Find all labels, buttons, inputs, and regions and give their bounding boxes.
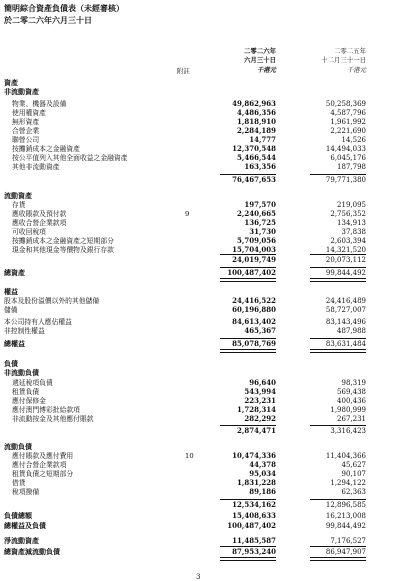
- row-value-current: 11,485,587: [232, 536, 276, 545]
- row-value-prior: 2,221,690: [330, 127, 366, 135]
- row-value-current: 60,196,880: [232, 305, 276, 314]
- row-label: 本公司持有人應佔權益: [4, 318, 72, 326]
- row-label: 租賃負債: [12, 388, 40, 396]
- row-value-current: 85,078,769: [232, 339, 276, 348]
- col1-header-line2: 六月三十日: [244, 56, 276, 64]
- row-value-prior: 14,526: [341, 136, 366, 144]
- row-value-prior: 45,627: [341, 461, 366, 469]
- row-value-prior: 569,438: [337, 388, 366, 396]
- row-value-prior: 11,404,366: [325, 452, 366, 460]
- row-label: 遞延稅項負債: [12, 379, 53, 387]
- row-value-current: 5,709,056: [237, 236, 276, 245]
- row-value-prior: 219,095: [337, 201, 366, 209]
- row-value-prior: 79,771,380: [325, 176, 366, 184]
- row-value-prior: 99,844,492: [325, 522, 366, 530]
- row-label: 稅項撥備: [12, 488, 40, 496]
- total-double-rule-current: [220, 349, 276, 353]
- row-value-prior: 2,756,352: [330, 210, 366, 218]
- row-label: 權益: [4, 287, 18, 296]
- row-value-prior: 187,798: [337, 163, 366, 171]
- row-value-current: 31,730: [249, 227, 276, 236]
- col2-unit: 千港元: [346, 66, 366, 74]
- row-label: 租賃負債之短期部分: [12, 470, 74, 478]
- row-value-current: 163,356: [244, 162, 276, 171]
- row-value-current: 465,367: [244, 326, 276, 335]
- row-value-prior: 1,980,999: [330, 406, 366, 414]
- row-label: 股本及股份溢價以外的其他儲備: [4, 297, 100, 305]
- row-label: 按公平值列入其他全面收益之金融資產: [12, 154, 128, 162]
- row-note: 10: [185, 452, 194, 460]
- row-label: 應收賬款及預付款: [12, 210, 67, 218]
- row-label: 應付合營企業款項: [12, 461, 67, 469]
- subtotal-rule-current: [220, 499, 276, 500]
- row-value-current: 24,019,749: [232, 255, 276, 264]
- row-value-prior: 1,294,122: [330, 479, 366, 487]
- row-label: 總資產減流動負債: [4, 547, 60, 556]
- row-label: 流動資產: [4, 191, 32, 200]
- row-value-current: 1,831,228: [237, 478, 276, 487]
- row-label: 非流動負債: [4, 368, 39, 377]
- row-label: 資產: [4, 78, 18, 87]
- total-rule-current: [220, 338, 276, 339]
- row-value-prior: 14,321,520: [325, 246, 366, 254]
- row-label: 非控制性權益: [4, 327, 45, 335]
- row-value-current: 4,486,356: [237, 108, 276, 117]
- row-value-current: 89,186: [249, 487, 276, 496]
- row-label: 按攤銷成本之金融資產之短期部分: [12, 237, 114, 245]
- row-value-prior: 37,838: [341, 228, 366, 236]
- row-value-current: 100,487,402: [227, 268, 276, 277]
- total-rule-prior: [310, 338, 366, 339]
- statement-date: 於二零二六年六月三十日: [4, 15, 92, 25]
- row-value-prior: 83,143,496: [325, 318, 366, 326]
- row-value-prior: 267,231: [337, 415, 366, 423]
- row-label: 借貸: [12, 479, 26, 487]
- row-value-current: 15,408,633: [232, 511, 276, 520]
- subtotal-rule-current: [220, 174, 276, 175]
- subtotal-rule-prior: [310, 254, 366, 255]
- row-label: 總權益及負債: [4, 521, 46, 530]
- row-label: 應付賬款及應付費用: [12, 452, 74, 460]
- total-double-rule-prior: [310, 557, 366, 561]
- row-label: 負債總額: [4, 511, 32, 520]
- row-value-prior: 134,913: [337, 219, 366, 227]
- subtotal-rule-current: [220, 254, 276, 255]
- row-value-prior: 98,319: [341, 379, 366, 387]
- row-value-prior: 90,107: [341, 470, 366, 478]
- total-double-rule-current: [220, 278, 276, 282]
- row-value-prior: 16,213,008: [325, 512, 366, 520]
- note-column-header: 附註: [177, 67, 190, 75]
- row-value-current: 12,534,162: [232, 500, 276, 509]
- row-value-current: 5,466,544: [237, 153, 276, 162]
- row-label: 可收回稅項: [12, 228, 46, 236]
- row-value-current: 76,467,653: [232, 175, 276, 184]
- row-label: 非流動按金及其他應付賬款: [12, 415, 94, 423]
- row-label: 總資產: [4, 268, 25, 277]
- row-value-current: 44,378: [249, 460, 276, 469]
- row-value-current: 84,613,402: [232, 317, 276, 326]
- row-value-current: 2,240,665: [237, 209, 276, 218]
- row-value-current: 2,874,471: [237, 426, 276, 435]
- page-number: 3: [196, 573, 201, 581]
- row-value-prior: 24,416,489: [325, 297, 366, 305]
- row-value-current: 2,284,189: [237, 126, 276, 135]
- row-label: 總權益: [4, 339, 25, 348]
- total-double-rule-current: [220, 557, 276, 561]
- row-note: 9: [185, 210, 190, 218]
- row-value-prior: 50,258,369: [325, 100, 366, 108]
- row-value-current: 197,570: [244, 200, 276, 209]
- row-label: 儲備: [4, 306, 18, 314]
- row-label: 現金和其他現金等價物及銀行存款: [12, 246, 114, 254]
- total-double-rule-prior: [310, 349, 366, 353]
- row-value-prior: 14,494,033: [325, 145, 366, 153]
- row-value-current: 1,818,910: [237, 117, 276, 126]
- subtotal-rule-prior: [310, 425, 366, 426]
- statement-title: 簡明綜合資產負債表（未經審核）: [4, 3, 124, 13]
- row-value-current: 24,416,522: [232, 296, 276, 305]
- col2-header-line2: 十二月三十一日: [321, 56, 366, 64]
- row-label: 無形資產: [12, 118, 40, 126]
- row-value-prior: 3,316,423: [330, 427, 366, 435]
- row-value-prior: 58,727,007: [325, 306, 366, 314]
- total-double-rule-prior: [310, 278, 366, 282]
- total-rule-current: [220, 546, 276, 547]
- row-label: 物業、機器及設備: [12, 100, 67, 108]
- subtotal-rule-prior: [310, 174, 366, 175]
- row-value-current: 136,725: [244, 218, 276, 227]
- row-label: 聯營公司: [12, 136, 40, 144]
- row-value-prior: 400,436: [337, 397, 366, 405]
- row-label: 應收合營企業款項: [12, 219, 67, 227]
- row-value-current: 223,231: [244, 396, 276, 405]
- total-rule-current: [220, 267, 276, 268]
- row-label: 其他非流動資產: [12, 163, 60, 171]
- row-label: 合營企業: [12, 127, 40, 135]
- row-label: 存貨: [12, 201, 26, 209]
- row-value-current: 87,953,240: [232, 547, 276, 556]
- row-value-prior: 487,988: [337, 327, 366, 335]
- row-label: 應付澳門博彩批給款項: [12, 406, 80, 414]
- row-value-prior: 7,176,527: [330, 537, 366, 545]
- row-value-current: 15,704,003: [232, 245, 276, 254]
- row-value-current: 14,777: [249, 135, 276, 144]
- row-value-current: 282,292: [244, 414, 276, 423]
- col1-unit: 千港元: [256, 66, 276, 74]
- row-label: 流動負債: [4, 442, 32, 451]
- row-value-current: 10,474,336: [232, 451, 276, 460]
- col1-header-line1: 二零二六年: [244, 47, 276, 55]
- row-value-prior: 12,896,585: [325, 501, 366, 509]
- row-value-prior: 99,844,492: [325, 269, 366, 277]
- row-label: 負債: [4, 359, 18, 368]
- total-rule-prior: [310, 267, 366, 268]
- row-label: 按攤銷成本之金融資產: [12, 145, 80, 153]
- row-label: 使用權資產: [12, 109, 46, 117]
- row-value-current: 1,728,314: [237, 405, 276, 414]
- subtotal-rule-current: [220, 425, 276, 426]
- row-value-prior: 83,631,484: [325, 340, 366, 348]
- row-value-current: 96,640: [249, 378, 276, 387]
- row-value-current: 100,487,402: [227, 521, 276, 530]
- row-value-current: 49,862,963: [232, 99, 276, 108]
- row-label: 應付保修金: [12, 397, 46, 405]
- row-label: 淨流動資產: [4, 536, 39, 545]
- row-value-prior: 62,363: [341, 488, 366, 496]
- row-value-current: 12,370,548: [232, 144, 276, 153]
- total-rule-prior: [310, 546, 366, 547]
- row-value-prior: 6,045,176: [330, 154, 366, 162]
- col2-header-line1: 二零二五年: [334, 47, 366, 55]
- row-value-current: 543,994: [244, 387, 276, 396]
- row-value-prior: 86,947,907: [325, 548, 366, 556]
- row-label: 非流動資產: [4, 87, 39, 96]
- row-value-prior: 1,961,992: [330, 118, 366, 126]
- row-value-prior: 2,603,394: [330, 237, 366, 245]
- subtotal-rule-prior: [310, 499, 366, 500]
- row-value-prior: 4,587,796: [330, 109, 366, 117]
- row-value-current: 95,034: [249, 469, 276, 478]
- row-value-prior: 20,073,112: [325, 256, 366, 264]
